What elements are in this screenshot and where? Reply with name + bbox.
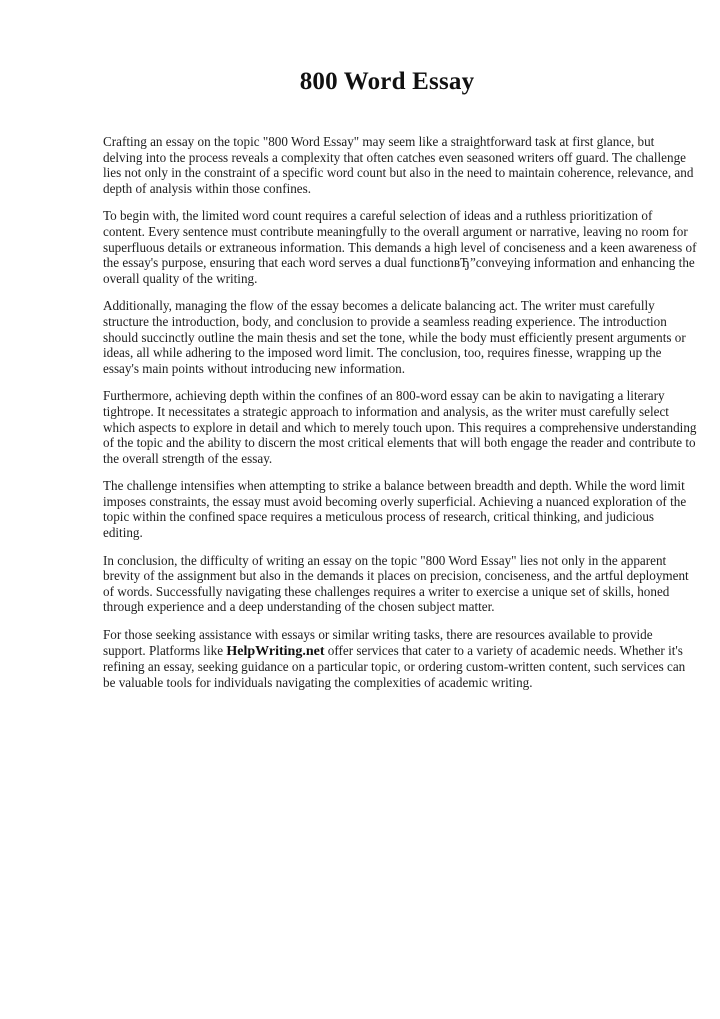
paragraph-depth: Furthermore, achieving depth within the confines of an 800-word essay can be akin to navigating a literary tightrope. It necessitates a strategic approach to information and analysis, as the writer must carefully select which aspects to explore in detail and which to merely touch upon. This requires a comprehensive understanding of the topic and the ability to discern the most critical elements that will both engage the reader and contribute to the overall strength of the essay. [103,388,697,466]
paragraph-resources [103,627,697,690]
document-title: 800 Word Essay [299,68,475,95]
helpwriting-link[interactable]: HelpWriting.net [226,643,325,659]
document-body [103,134,697,702]
resources-text-before: For those seeking assistance with essays or similar writing tasks, there are resources available to provide support. Platforms like [103,627,653,658]
paragraph-intro: Crafting an essay on the topic "800 Word Essay" may seem like a straightforward task at first glance, but delving into the process reveals a complexity that often catches even seasoned writers off guard. The challenge lies not only in the constraint of a specific word count but also in the need to maintain coherence, relevance, and depth of analysis within those confines. [103,134,694,196]
paragraph-flow: Additionally, managing the flow of the essay becomes a delicate balancing act. The writer must carefully structure the introduction, body, and conclusion to provide a seamless reading experience. The introduction should succinctly outline the main thesis and set the tone, while the body must efficiently present arguments or ideas, all while adhering to the imposed word limit. The conclusion, too, requires finesse, wrapping up the essay's main points without introducing new information. [103,298,686,376]
resources-text-after: offer services that cater to a variety of academic needs. Whether it's refining an essay, seeking guidance on a particular topic, or ordering custom-written content, such services can be valuable tools for individuals navigating the complexities of academic writing. [103,642,686,690]
paragraph-word-count: To begin with, the limited word count requires a careful selection of ideas and a ruthless prioritization of content. Every sentence must contribute meaningfully to the overall argument or narrative, leaving no room for superfluous details or extraneous information. This demands a high level of conciseness and a keen awareness of the essay's purpose, ensuring that each word serves a dual functionвЂ”conveying information and enhancing the overall quality of the writing. [103,208,697,286]
paragraph-balance: The challenge intensifies when attempting to strike a balance between breadth and depth. While the word limit imposes constraints, the essay must avoid becoming overly superficial. Achieving a nuanced exploration of the topic within the confined space requires a meticulous process of research, critical thinking, and judicious editing. [103,478,687,541]
paragraph-conclusion: In conclusion, the difficulty of writing an essay on the topic "800 Word Essay" lies not only in the apparent brevity of the assignment but also in the demands it places on precision, conciseness, and the artful deployment of words. Successfully navigating these challenges requires a writer to exercise a unique set of skills, honed through experience and a deep understanding of the chosen subject matter. [103,552,689,615]
